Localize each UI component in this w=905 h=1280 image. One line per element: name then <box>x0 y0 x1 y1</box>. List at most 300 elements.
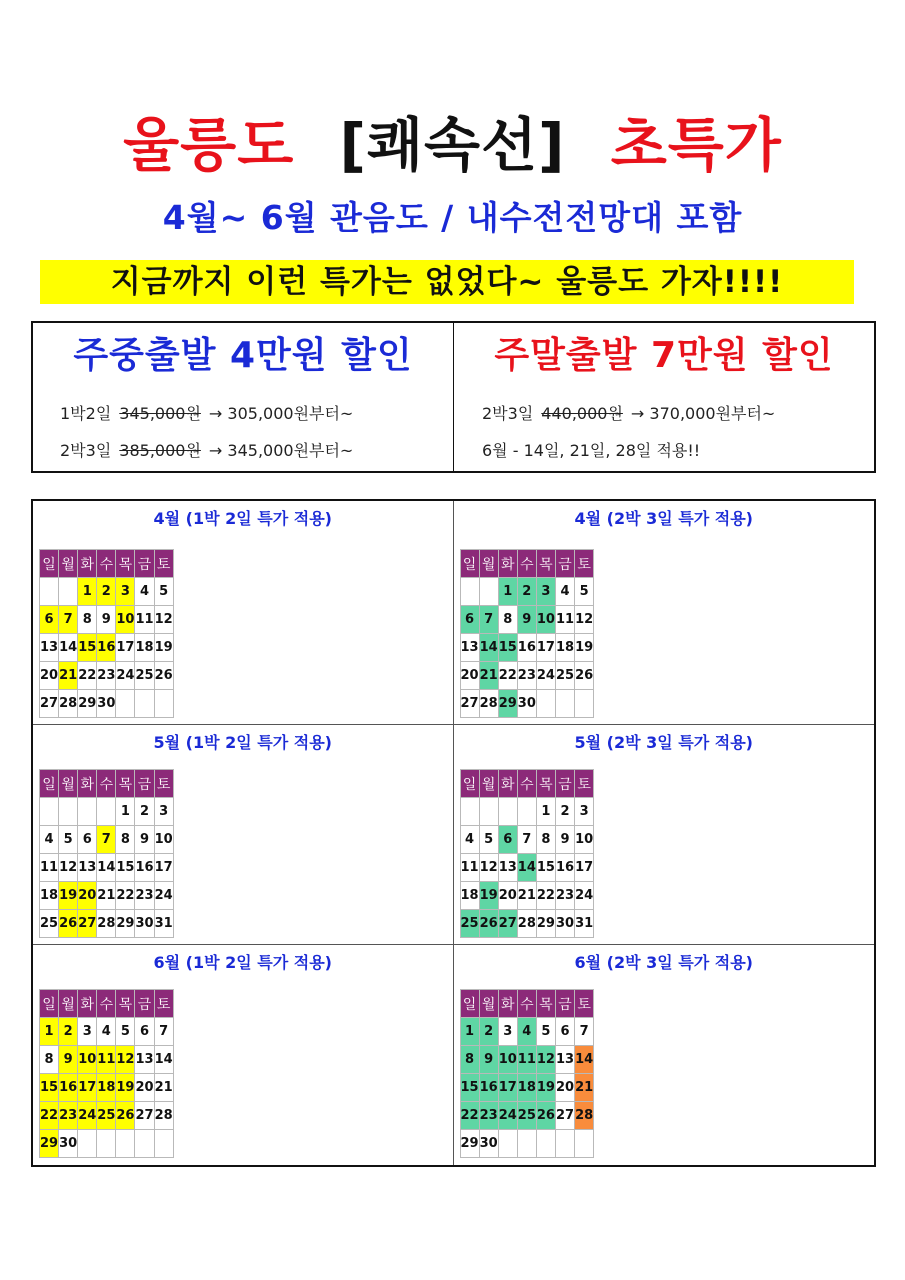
calendar-day: 5 <box>154 578 173 606</box>
calendar-day: 2 <box>555 798 574 826</box>
weekday-header: 월 <box>59 990 78 1018</box>
calendar-day: 1 <box>460 1018 479 1046</box>
calendar-day: 15 <box>116 854 135 882</box>
calendar-day: 2 <box>517 578 536 606</box>
calendar-empty-day <box>555 690 574 718</box>
calendar-day: 7 <box>97 826 116 854</box>
calendar-panel <box>454 725 875 945</box>
weekday-header: 수 <box>517 770 536 798</box>
promo-banner: 지금까지 이런 특가는 없었다~ 울릉도 가자!!!! <box>40 260 854 304</box>
calendar-empty-day <box>78 798 97 826</box>
weekend-line-1 <box>482 401 775 424</box>
calendar-day: 21 <box>517 882 536 910</box>
calendar-day: 25 <box>555 662 574 690</box>
calendar-week-row <box>40 1074 174 1102</box>
calendar-week-row <box>40 1018 174 1046</box>
calendar-day: 21 <box>479 662 498 690</box>
weekday-header: 월 <box>479 990 498 1018</box>
calendar-day: 26 <box>479 910 498 938</box>
calendar-day: 5 <box>479 826 498 854</box>
weekday-header: 일 <box>460 990 479 1018</box>
calendar-day: 26 <box>536 1102 555 1130</box>
calendar-day: 17 <box>498 1074 517 1102</box>
weekday-header: 화 <box>498 770 517 798</box>
calendar-day: 30 <box>59 1130 78 1158</box>
calendar-day: 16 <box>555 854 574 882</box>
weekday-header: 목 <box>536 550 555 578</box>
calendar-day: 29 <box>536 910 555 938</box>
weekday-header: 일 <box>40 770 59 798</box>
calendar-empty-day <box>97 1130 116 1158</box>
calendar-day: 2 <box>479 1018 498 1046</box>
calendar-day: 17 <box>78 1074 97 1102</box>
calendar-day: 22 <box>536 882 555 910</box>
calendar-day: 4 <box>135 578 154 606</box>
calendar-day: 7 <box>575 1018 594 1046</box>
weekday-header: 화 <box>78 990 97 1018</box>
calendar-day: 9 <box>135 826 154 854</box>
calendar-day: 5 <box>536 1018 555 1046</box>
calendar-day: 26 <box>59 910 78 938</box>
calendar-title: 4월 (1박 2일 특가 적용) <box>153 509 332 528</box>
calendar-day: 18 <box>555 634 574 662</box>
calendar-day: 10 <box>116 606 135 634</box>
calendar-panel <box>454 945 875 1165</box>
calendar-day: 15 <box>460 1074 479 1102</box>
calendar-day: 23 <box>97 662 116 690</box>
calendar-week-row <box>40 690 174 718</box>
calendar-day: 16 <box>517 634 536 662</box>
calendar-day: 23 <box>517 662 536 690</box>
calendar-empty-day <box>460 578 479 606</box>
calendar-day: 6 <box>78 826 97 854</box>
calendar-day: 22 <box>460 1102 479 1130</box>
weekday-line-1 <box>60 401 353 424</box>
weekday-header: 수 <box>97 990 116 1018</box>
calendar-day: 24 <box>78 1102 97 1130</box>
calendar-day: 10 <box>498 1046 517 1074</box>
weekday-header: 월 <box>59 770 78 798</box>
weekday-header: 일 <box>460 770 479 798</box>
calendar-day: 10 <box>575 826 594 854</box>
calendar-day: 11 <box>135 606 154 634</box>
calendar-day: 29 <box>116 910 135 938</box>
calendar-week-row <box>40 1102 174 1130</box>
calendar-day: 18 <box>97 1074 116 1102</box>
calendar-empty-day <box>135 1130 154 1158</box>
calendar-day: 31 <box>154 910 173 938</box>
calendar-day: 23 <box>555 882 574 910</box>
calendar-day: 22 <box>116 882 135 910</box>
weekday-header: 목 <box>116 990 135 1018</box>
calendar-week-row <box>460 662 594 690</box>
calendar-week-row <box>460 798 594 826</box>
calendar-day: 25 <box>97 1102 116 1130</box>
calendar-week-row <box>460 826 594 854</box>
calendar-day: 25 <box>517 1102 536 1130</box>
calendar-day: 17 <box>536 634 555 662</box>
calendar-day: 7 <box>59 606 78 634</box>
title-special: 초특가 <box>610 111 782 179</box>
calendar-week-row <box>40 634 174 662</box>
weekday-header: 목 <box>536 770 555 798</box>
calendar-empty-day <box>40 798 59 826</box>
calendar-day: 25 <box>460 910 479 938</box>
calendar-day: 29 <box>460 1130 479 1158</box>
calendar-day: 19 <box>116 1074 135 1102</box>
calendar-panel <box>33 501 454 725</box>
weekday-line-1-old-price: 345,000원 <box>119 404 201 423</box>
calendar-day: 13 <box>460 634 479 662</box>
calendar-day: 2 <box>59 1018 78 1046</box>
calendar-empty-day <box>517 1130 536 1158</box>
calendar-title: 5월 (2박 3일 특가 적용) <box>574 733 753 752</box>
calendar-day: 5 <box>116 1018 135 1046</box>
weekday-header: 금 <box>555 550 574 578</box>
page-title <box>0 98 905 182</box>
calendar-day: 14 <box>59 634 78 662</box>
calendar-empty-day <box>154 1130 173 1158</box>
weekday-header: 화 <box>78 770 97 798</box>
calendar-day: 19 <box>59 882 78 910</box>
subtitle: 4월~ 6월 관음도 / 내수전전망대 포함 <box>162 198 743 237</box>
calendar-week-row <box>460 1102 594 1130</box>
weekday-header: 금 <box>555 770 574 798</box>
weekday-header: 월 <box>479 550 498 578</box>
calendar-day: 14 <box>517 854 536 882</box>
calendar-day: 27 <box>135 1102 154 1130</box>
calendar-day: 9 <box>97 606 116 634</box>
calendar-day: 11 <box>555 606 574 634</box>
weekday-header: 금 <box>135 990 154 1018</box>
calendar-day: 27 <box>78 910 97 938</box>
calendar-day: 13 <box>135 1046 154 1074</box>
calendar-day: 8 <box>116 826 135 854</box>
weekend-line-2: 6월 - 14일, 21일, 28일 적용!! <box>482 441 701 460</box>
calendar-day: 31 <box>575 910 594 938</box>
weekday-header: 금 <box>135 770 154 798</box>
calendar-day: 29 <box>40 1130 59 1158</box>
calendar-day: 22 <box>78 662 97 690</box>
weekend-line-1-new-price: → 370,000원부터~ <box>630 404 776 423</box>
calendar-day: 1 <box>536 798 555 826</box>
calendar-day: 29 <box>498 690 517 718</box>
calendar-day: 13 <box>555 1046 574 1074</box>
calendar-week-row <box>460 578 594 606</box>
calendar-week-row <box>40 826 174 854</box>
calendar-day: 12 <box>536 1046 555 1074</box>
calendar-day: 6 <box>40 606 59 634</box>
calendar-day: 15 <box>536 854 555 882</box>
weekday-header: 일 <box>40 990 59 1018</box>
calendar-day: 4 <box>40 826 59 854</box>
calendar-day: 8 <box>460 1046 479 1074</box>
weekday-header: 월 <box>59 550 78 578</box>
calendar-empty-day <box>97 798 116 826</box>
calendar-week-row <box>460 910 594 938</box>
weekday-header: 목 <box>536 990 555 1018</box>
calendar-empty-day <box>460 798 479 826</box>
calendar-day: 19 <box>575 634 594 662</box>
calendar-day: 24 <box>498 1102 517 1130</box>
weekday-header: 화 <box>78 550 97 578</box>
calendar-empty-day <box>555 1130 574 1158</box>
weekday-header: 토 <box>575 990 594 1018</box>
calendar-empty-day <box>135 690 154 718</box>
calendar-day: 24 <box>154 882 173 910</box>
calendar-day: 10 <box>536 606 555 634</box>
calendar-day: 30 <box>479 1130 498 1158</box>
calendar-day: 24 <box>536 662 555 690</box>
calendar-day: 13 <box>78 854 97 882</box>
calendar-day: 14 <box>575 1046 594 1074</box>
weekday-header: 토 <box>575 550 594 578</box>
calendar-day: 16 <box>135 854 154 882</box>
calendar-week-row <box>40 854 174 882</box>
calendar-day: 11 <box>97 1046 116 1074</box>
calendar-title: 6월 (2박 3일 특가 적용) <box>574 953 753 972</box>
calendar-week-row <box>460 606 594 634</box>
calendar-day: 18 <box>135 634 154 662</box>
calendar-empty-day <box>498 798 517 826</box>
discount-box <box>31 321 876 473</box>
weekday-header-row <box>40 550 174 578</box>
calendar-day: 21 <box>97 882 116 910</box>
weekday-line-1-label: 1박2일 <box>60 404 112 423</box>
calendar-empty-day <box>575 1130 594 1158</box>
calendar-day: 13 <box>498 854 517 882</box>
calendar-day: 16 <box>97 634 116 662</box>
calendar-day: 15 <box>498 634 517 662</box>
weekday-header: 토 <box>154 770 173 798</box>
calendar-day: 1 <box>40 1018 59 1046</box>
calendar-week-row <box>40 910 174 938</box>
calendar-week-row <box>460 882 594 910</box>
calendar-empty-day <box>116 690 135 718</box>
calendar-day: 24 <box>575 882 594 910</box>
calendar-day: 21 <box>154 1074 173 1102</box>
weekend-line-1-label: 2박3일 <box>482 404 534 423</box>
calendar-day: 8 <box>536 826 555 854</box>
weekday-line-2-new-price: → 345,000원부터~ <box>208 441 354 460</box>
weekday-header: 토 <box>154 550 173 578</box>
calendar-title: 5월 (1박 2일 특가 적용) <box>153 733 332 752</box>
weekday-line-2-old-price: 385,000원 <box>119 441 201 460</box>
calendar-day: 30 <box>555 910 574 938</box>
calendar-day: 11 <box>40 854 59 882</box>
weekend-heading: 주말출발 7만원 할인 <box>494 335 834 376</box>
calendar-week-row <box>460 1074 594 1102</box>
calendar-empty-day <box>78 1130 97 1158</box>
calendar-day: 9 <box>555 826 574 854</box>
calendar-day: 7 <box>517 826 536 854</box>
calendar-day: 12 <box>479 854 498 882</box>
calendar-table <box>460 989 595 1158</box>
weekday-header: 화 <box>498 550 517 578</box>
calendar-day: 28 <box>479 690 498 718</box>
calendar-day: 23 <box>135 882 154 910</box>
calendar-day: 30 <box>97 690 116 718</box>
calendar-day: 9 <box>479 1046 498 1074</box>
calendar-day: 12 <box>59 854 78 882</box>
calendar-empty-day <box>536 1130 555 1158</box>
weekday-header-row <box>460 990 594 1018</box>
calendar-table <box>460 769 595 938</box>
weekday-header: 금 <box>135 550 154 578</box>
calendar-empty-day <box>479 798 498 826</box>
calendar-day: 20 <box>78 882 97 910</box>
calendar-panel <box>33 945 454 1165</box>
calendar-empty-day <box>154 690 173 718</box>
calendar-day: 1 <box>116 798 135 826</box>
calendar-day: 23 <box>479 1102 498 1130</box>
calendar-title: 6월 (1박 2일 특가 적용) <box>153 953 332 972</box>
calendar-day: 21 <box>59 662 78 690</box>
calendar-day: 17 <box>116 634 135 662</box>
calendar-day: 9 <box>517 606 536 634</box>
weekday-discount <box>33 323 454 471</box>
calendar-day: 19 <box>536 1074 555 1102</box>
calendar-day: 4 <box>555 578 574 606</box>
calendar-day: 24 <box>116 662 135 690</box>
calendar-day: 3 <box>498 1018 517 1046</box>
calendar-empty-day <box>59 578 78 606</box>
calendar-day: 20 <box>460 662 479 690</box>
calendar-day: 3 <box>575 798 594 826</box>
calendar-day: 4 <box>460 826 479 854</box>
calendar-day: 8 <box>40 1046 59 1074</box>
calendar-day: 18 <box>460 882 479 910</box>
weekday-line-2 <box>60 438 353 461</box>
weekday-header: 금 <box>555 990 574 1018</box>
calendar-week-row <box>460 690 594 718</box>
calendar-day: 13 <box>40 634 59 662</box>
calendar-day: 10 <box>154 826 173 854</box>
calendar-week-row <box>460 1130 594 1158</box>
calendar-panel <box>33 725 454 945</box>
calendar-day: 28 <box>59 690 78 718</box>
weekday-header: 일 <box>40 550 59 578</box>
weekday-header: 목 <box>116 550 135 578</box>
calendar-day: 25 <box>40 910 59 938</box>
calendar-day: 14 <box>479 634 498 662</box>
calendar-day: 21 <box>575 1074 594 1102</box>
calendar-empty-day <box>498 1130 517 1158</box>
calendar-day: 10 <box>78 1046 97 1074</box>
calendar-day: 9 <box>59 1046 78 1074</box>
calendar-day: 28 <box>154 1102 173 1130</box>
calendar-day: 11 <box>460 854 479 882</box>
calendar-day: 12 <box>154 606 173 634</box>
calendar-day: 22 <box>40 1102 59 1130</box>
weekday-header: 토 <box>154 990 173 1018</box>
calendar-week-row <box>40 1130 174 1158</box>
calendar-day: 3 <box>116 578 135 606</box>
calendar-week-row <box>460 1046 594 1074</box>
calendar-week-row <box>460 1018 594 1046</box>
calendar-day: 6 <box>460 606 479 634</box>
weekday-line-1-new-price: → 305,000원부터~ <box>208 404 354 423</box>
calendar-day: 8 <box>498 606 517 634</box>
calendar-day: 1 <box>78 578 97 606</box>
calendar-day: 30 <box>517 690 536 718</box>
weekday-header-row <box>40 990 174 1018</box>
calendar-day: 17 <box>575 854 594 882</box>
calendar-day: 18 <box>517 1074 536 1102</box>
calendar-week-row <box>460 634 594 662</box>
calendar-day: 19 <box>479 882 498 910</box>
calendar-day: 29 <box>78 690 97 718</box>
calendar-grid <box>31 499 876 1167</box>
calendar-empty-day <box>575 690 594 718</box>
calendar-table <box>460 549 595 718</box>
calendar-day: 28 <box>517 910 536 938</box>
weekend-line-1-old-price: 440,000원 <box>541 404 623 423</box>
calendar-day: 28 <box>575 1102 594 1130</box>
calendar-week-row <box>460 854 594 882</box>
weekday-header: 목 <box>116 770 135 798</box>
calendar-day: 7 <box>479 606 498 634</box>
calendar-day: 22 <box>498 662 517 690</box>
calendar-day: 23 <box>59 1102 78 1130</box>
calendar-day: 12 <box>116 1046 135 1074</box>
weekday-header: 수 <box>517 990 536 1018</box>
calendar-day: 20 <box>498 882 517 910</box>
calendar-day: 18 <box>40 882 59 910</box>
calendar-day: 11 <box>517 1046 536 1074</box>
calendar-day: 14 <box>97 854 116 882</box>
weekday-header: 화 <box>498 990 517 1018</box>
calendar-week-row <box>40 578 174 606</box>
calendar-day: 3 <box>154 798 173 826</box>
calendar-table <box>39 989 174 1158</box>
calendar-day: 16 <box>59 1074 78 1102</box>
calendar-day: 3 <box>536 578 555 606</box>
calendar-week-row <box>40 798 174 826</box>
calendar-day: 25 <box>135 662 154 690</box>
weekday-header: 월 <box>479 770 498 798</box>
calendar-table <box>39 549 174 718</box>
weekday-heading: 주중출발 4만원 할인 <box>73 335 413 376</box>
calendar-day: 27 <box>555 1102 574 1130</box>
calendar-day: 26 <box>116 1102 135 1130</box>
calendar-day: 15 <box>40 1074 59 1102</box>
title-ferry: [쾌속선] <box>339 111 566 179</box>
calendar-day: 6 <box>135 1018 154 1046</box>
calendar-day: 20 <box>40 662 59 690</box>
calendar-empty-day <box>479 578 498 606</box>
weekday-header: 일 <box>460 550 479 578</box>
calendar-day: 17 <box>154 854 173 882</box>
calendar-day: 7 <box>154 1018 173 1046</box>
calendar-empty-day <box>59 798 78 826</box>
calendar-day: 1 <box>498 578 517 606</box>
weekday-header: 수 <box>517 550 536 578</box>
calendar-day: 27 <box>498 910 517 938</box>
calendar-empty-day <box>116 1130 135 1158</box>
calendar-empty-day <box>40 578 59 606</box>
calendar-day: 5 <box>575 578 594 606</box>
calendar-day: 5 <box>59 826 78 854</box>
calendar-day: 27 <box>460 690 479 718</box>
calendar-day: 4 <box>97 1018 116 1046</box>
weekend-discount <box>454 323 874 471</box>
calendar-day: 19 <box>154 634 173 662</box>
calendar-day: 15 <box>78 634 97 662</box>
weekday-header: 토 <box>575 770 594 798</box>
weekday-header: 수 <box>97 550 116 578</box>
calendar-day: 4 <box>517 1018 536 1046</box>
